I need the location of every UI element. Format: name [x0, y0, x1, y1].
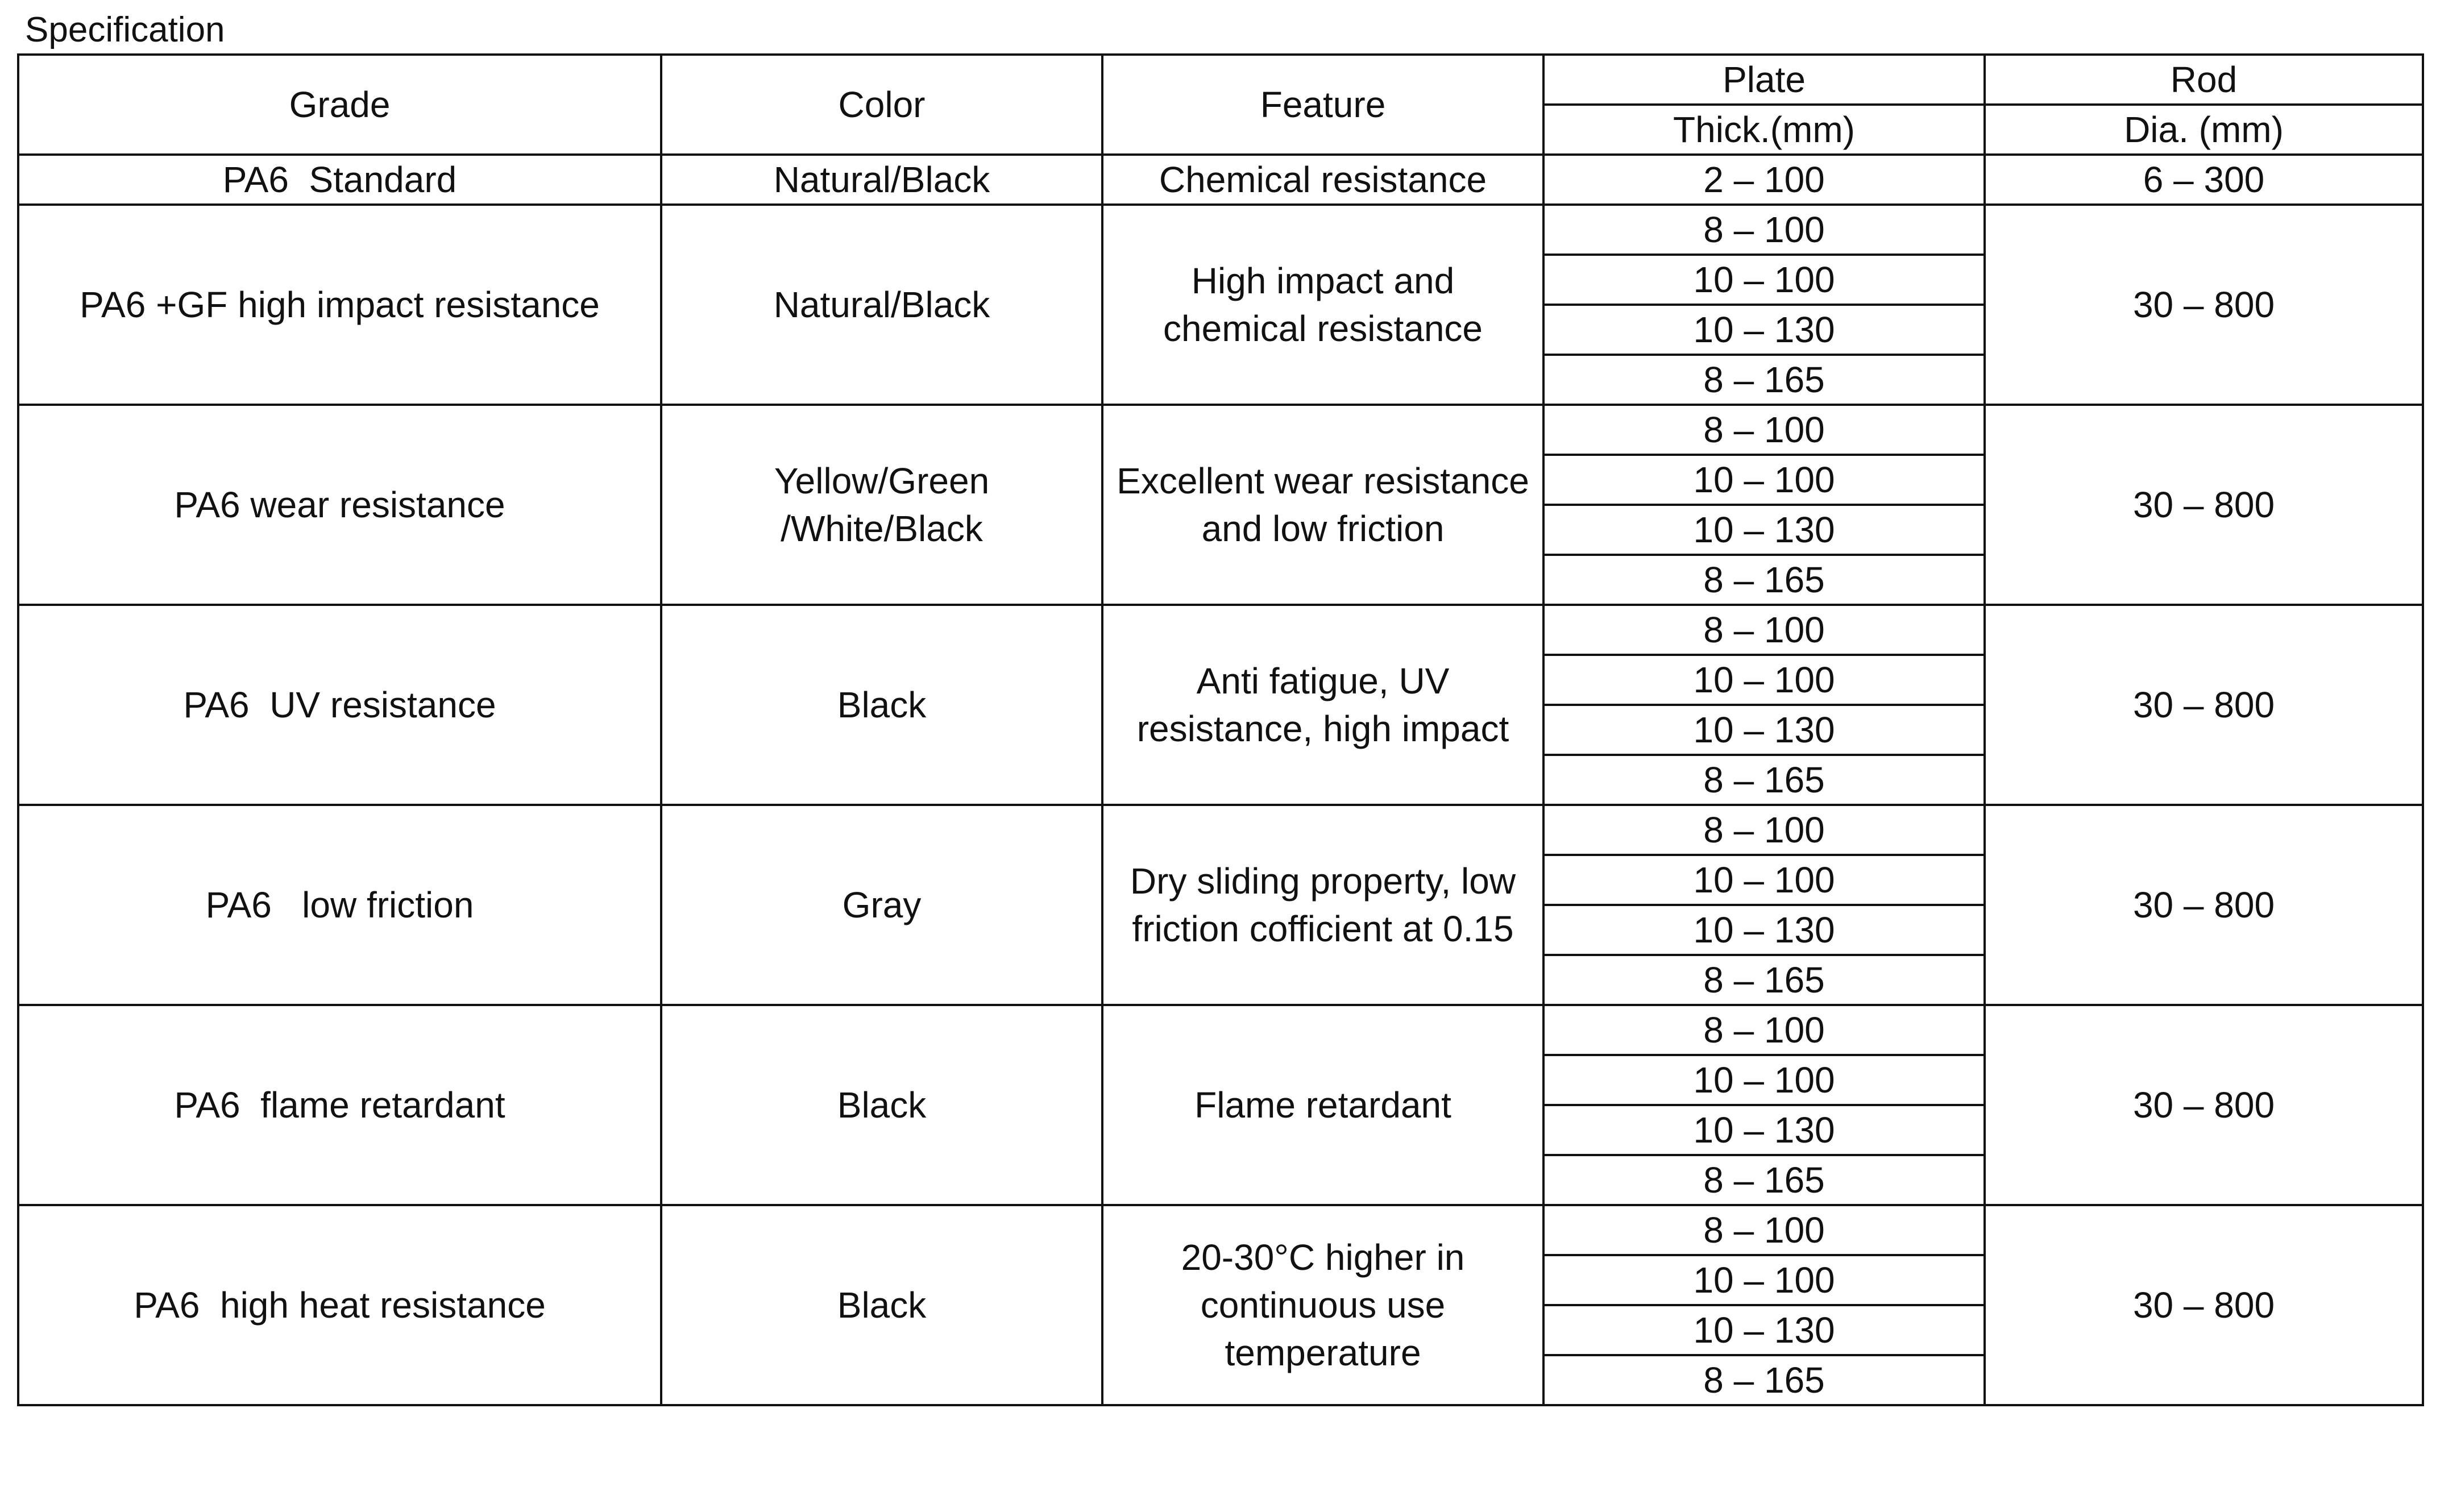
- table-row: [18, 1205, 2423, 1255]
- plate-thickness-cell: 10 – 130: [1543, 1305, 1985, 1355]
- plate-thickness-cell: 8 – 165: [1543, 355, 1985, 405]
- rod-diameter-cell: 6 – 300: [1985, 155, 2423, 205]
- grade-cell: PA6 low friction: [18, 805, 661, 1005]
- header-rod-diameter: Dia. (mm): [1985, 105, 2423, 155]
- feature-cell: [1102, 405, 1543, 605]
- page-title: Specification: [25, 10, 225, 49]
- header-row: [18, 55, 2423, 105]
- rod-diameter-cell: 30 – 800: [1985, 605, 2423, 805]
- color-text: Gray: [842, 884, 922, 925]
- plate-thickness-cell: 10 – 100: [1543, 1255, 1985, 1305]
- color-cell: [661, 205, 1102, 405]
- color-text: Black: [837, 1285, 927, 1326]
- grade-cell: PA6 flame retardant: [18, 1005, 661, 1205]
- feature-text: chemical resistance: [1163, 308, 1483, 349]
- header-rod: Rod: [1985, 55, 2423, 105]
- color-text: /White/Black: [781, 508, 983, 549]
- rod-diameter-cell: 30 – 800: [1985, 205, 2423, 405]
- color-text: Black: [837, 684, 927, 725]
- color-text: Natural/Black: [773, 159, 990, 200]
- header-color: Color: [661, 55, 1102, 155]
- feature-text: High impact and: [1191, 260, 1455, 301]
- feature-text: resistance, high impact: [1136, 708, 1509, 749]
- rod-diameter-cell: 30 – 800: [1985, 805, 2423, 1005]
- plate-thickness-cell: 10 – 100: [1543, 655, 1985, 705]
- plate-thickness-cell: 8 – 165: [1543, 555, 1985, 605]
- table-row: [18, 605, 2423, 655]
- color-cell: [661, 405, 1102, 605]
- rod-diameter-cell: 30 – 800: [1985, 405, 2423, 605]
- header-plate: Plate: [1543, 55, 1985, 105]
- feature-cell: [1102, 205, 1543, 405]
- plate-thickness-cell: 10 – 100: [1543, 255, 1985, 305]
- rod-diameter-cell: 30 – 800: [1985, 1005, 2423, 1205]
- table-row: [18, 805, 2423, 855]
- table-row: [18, 405, 2423, 455]
- feature-text: Anti fatigue, UV: [1196, 661, 1450, 701]
- feature-text: continuous use: [1200, 1285, 1446, 1326]
- plate-thickness-cell: 8 – 165: [1543, 1355, 1985, 1405]
- color-cell: [661, 1205, 1102, 1405]
- color-cell: [661, 155, 1102, 205]
- plate-thickness-cell: 8 – 100: [1543, 605, 1985, 655]
- plate-thickness-cell: 2 – 100: [1543, 155, 1985, 205]
- plate-thickness-cell: 8 – 165: [1543, 955, 1985, 1005]
- color-text: Black: [837, 1085, 927, 1125]
- feature-text: Excellent wear resistance: [1117, 460, 1529, 501]
- plate-thickness-cell: 8 – 100: [1543, 805, 1985, 855]
- feature-cell: [1102, 155, 1543, 205]
- feature-text: and low friction: [1201, 508, 1445, 549]
- plate-thickness-cell: 8 – 100: [1543, 1005, 1985, 1055]
- feature-text: Flame retardant: [1194, 1085, 1451, 1125]
- plate-thickness-cell: 10 – 130: [1543, 1105, 1985, 1155]
- header-plate-thickness: Thick.(mm): [1543, 105, 1985, 155]
- feature-text: friction cofficient at 0.15: [1132, 908, 1514, 949]
- feature-text: temperature: [1225, 1332, 1421, 1373]
- feature-text: Chemical resistance: [1159, 159, 1487, 200]
- plate-thickness-cell: 8 – 100: [1543, 405, 1985, 455]
- plate-thickness-cell: 10 – 130: [1543, 305, 1985, 355]
- rod-diameter-cell: 30 – 800: [1985, 1205, 2423, 1405]
- header-grade: Grade: [18, 55, 661, 155]
- plate-thickness-cell: 10 – 130: [1543, 505, 1985, 555]
- feature-text: 20-30°C higher in: [1181, 1237, 1465, 1278]
- plate-thickness-cell: 10 – 130: [1543, 905, 1985, 955]
- grade-cell: PA6 high heat resistance: [18, 1205, 661, 1405]
- feature-cell: [1102, 805, 1543, 1005]
- table-row: [18, 155, 2423, 205]
- specification-table: [17, 53, 2424, 1406]
- plate-thickness-cell: 10 – 100: [1543, 1055, 1985, 1105]
- color-text: Natural/Black: [773, 284, 990, 325]
- feature-text: Dry sliding property, low: [1130, 861, 1516, 902]
- plate-thickness-cell: 8 – 100: [1543, 1205, 1985, 1255]
- color-text: Yellow/Green: [774, 460, 990, 501]
- feature-cell: [1102, 1005, 1543, 1205]
- plate-thickness-cell: 10 – 130: [1543, 705, 1985, 755]
- grade-cell: PA6 UV resistance: [18, 605, 661, 805]
- plate-thickness-cell: 8 – 100: [1543, 205, 1985, 255]
- feature-cell: [1102, 1205, 1543, 1405]
- color-cell: [661, 805, 1102, 1005]
- table-row: [18, 205, 2423, 255]
- grade-cell: PA6 +GF high impact resistance: [18, 205, 661, 405]
- color-cell: [661, 1005, 1102, 1205]
- plate-thickness-cell: 8 – 165: [1543, 1155, 1985, 1205]
- header-feature: Feature: [1102, 55, 1543, 155]
- grade-cell: PA6 Standard: [18, 155, 661, 205]
- plate-thickness-cell: 8 – 165: [1543, 755, 1985, 805]
- table-row: [18, 1005, 2423, 1055]
- grade-cell: PA6 wear resistance: [18, 405, 661, 605]
- feature-cell: [1102, 605, 1543, 805]
- plate-thickness-cell: 10 – 100: [1543, 855, 1985, 905]
- plate-thickness-cell: 10 – 100: [1543, 455, 1985, 505]
- color-cell: [661, 605, 1102, 805]
